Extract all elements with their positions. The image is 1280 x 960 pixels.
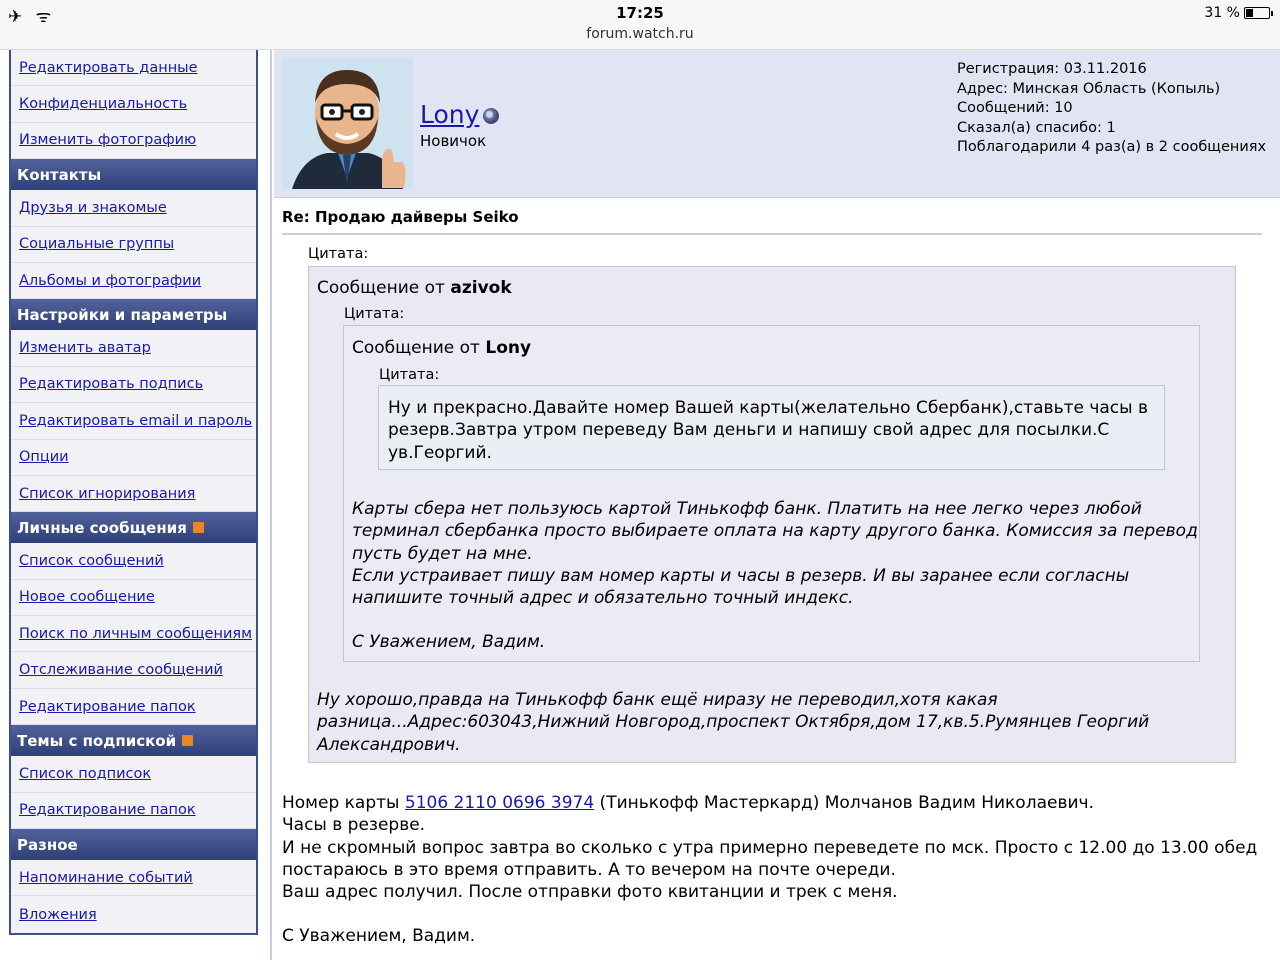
- rss-icon[interactable]: [193, 522, 204, 533]
- battery-fill: [1246, 9, 1253, 17]
- status-bar: [0, 0, 1280, 50]
- quote-label: Цитата:: [379, 367, 440, 383]
- sidebar-item-pm-search[interactable]: [11, 616, 256, 652]
- sidebar-link[interactable]: Список подписок: [19, 765, 152, 782]
- address-bar[interactable]: forum.watch.ru: [586, 26, 694, 42]
- sidebar-item-edit-profile[interactable]: [11, 50, 256, 86]
- said-thanks: Сказал(а) спасибо: 1: [957, 119, 1116, 136]
- username-link[interactable]: [420, 100, 499, 129]
- inner-quote-text: Ну и прекрасно.Давайте номер Вашей карты(желательно Сбербанк),ставьте часы в резерв.Завтра утром переведу Вам деньги и напишу свой адрес для посылки.С ув.Георгий.: [388, 398, 1149, 463]
- message-view: [270, 50, 1280, 960]
- rss-icon[interactable]: [182, 735, 193, 746]
- body-line: Номер карты 5106 2110 0696 3974 (Тинькофф Мастеркард) Молчанов Вадим Николаевич.: [282, 793, 1094, 813]
- sidebar-item-pm-tracking[interactable]: [11, 652, 256, 688]
- sidebar-link[interactable]: Друзья и знакомые: [19, 199, 167, 216]
- quote-author: azivok: [450, 278, 512, 298]
- outer-quote-text: Ну хорошо,правда на Тинькофф банк ещё ниразу не переводил,хотя какая разница...Адрес:603043,Нижний Новгород,проспект Октября,дом 17,кв.5.Румянцев Георгий Александрович.: [317, 690, 1150, 755]
- sidebar-link[interactable]: Опции: [19, 449, 69, 466]
- sidebar-link[interactable]: Редактирование папок: [19, 698, 196, 715]
- sidebar-item-signature[interactable]: [11, 367, 256, 403]
- sidebar-link[interactable]: Поиск по личным сообщениям: [19, 625, 253, 642]
- body-line: постараюсь в это время отправить. А то вечером на почте очереди.: [282, 859, 896, 880]
- sidebar-item-options[interactable]: [11, 440, 256, 476]
- sidebar-header-settings: Настройки и параметры: [11, 299, 256, 330]
- username[interactable]: Lony: [420, 100, 480, 129]
- quote-label: Цитата:: [308, 246, 369, 262]
- middle-quote-text: Карты сбера нет пользуюсь картой Тинькофф банк. Платить на нее легко через любой терминал сбербанка просто выбираете оплата на карту другого банка. Комиссия за перевод пусть будет на мне. Если устраивает пишу вам номер карты и часы в резерв. И вы заранее если согласны напишите точный адрес и обязательно точный индекс. С Уважением, Вадим.: [352, 499, 1198, 653]
- sidebar-link[interactable]: Редактировать данные: [19, 59, 198, 76]
- sidebar-item-subs-list[interactable]: [11, 756, 256, 792]
- body-line: Часы в резерве.: [282, 815, 426, 836]
- battery-label: 31 %: [1204, 5, 1240, 21]
- sidebar-link[interactable]: Конфиденциальность: [19, 96, 188, 113]
- registration-date: Регистрация: 03.11.2016: [957, 61, 1147, 77]
- sidebar-header-misc: Разное: [11, 829, 256, 860]
- sidebar-header-subscriptions: Темы с подпиской: [11, 725, 256, 756]
- sidebar-item-subs-folders[interactable]: [11, 793, 256, 829]
- body-line: Ваш адрес получил. После отправки фото квитанции и трек с меня.: [282, 882, 898, 903]
- sender-profile: [274, 50, 1280, 198]
- sidebar-item-avatar[interactable]: [11, 330, 256, 366]
- sidebar-item-pm-list[interactable]: [11, 543, 256, 579]
- sidebar-item-groups[interactable]: [11, 227, 256, 263]
- sidebar-item-pm-new[interactable]: [11, 580, 256, 616]
- sidebar-item-change-photo[interactable]: [11, 123, 256, 159]
- user-rank: Новичок: [420, 132, 487, 150]
- sidebar-link[interactable]: Редактировать подпись: [19, 376, 204, 393]
- sidebar-link[interactable]: Список игнорирования: [19, 485, 196, 502]
- sidebar-item-friends[interactable]: [11, 190, 256, 226]
- user-stats: [957, 60, 1266, 158]
- sidebar-link[interactable]: Напоминание событий: [19, 869, 193, 886]
- sidebar-item-reminders[interactable]: [11, 860, 256, 896]
- divider: [282, 233, 1262, 235]
- quote-from: Сообщение от azivok: [317, 278, 512, 298]
- battery-icon: [1244, 7, 1270, 19]
- offline-status-icon: [483, 108, 499, 124]
- sidebar-link[interactable]: Изменить фотографию: [19, 132, 197, 149]
- sidebar-header-contacts: Контакты: [11, 159, 256, 190]
- sidebar-link[interactable]: Отслеживание сообщений: [19, 662, 223, 679]
- sidebar-link[interactable]: Список сообщений: [19, 552, 164, 569]
- sidebar-item-ignore-list[interactable]: [11, 476, 256, 512]
- message-title: Re: Продаю дайверы Seiko: [282, 208, 519, 226]
- quote-author: Lony: [485, 338, 532, 358]
- airplane-wifi-icons: ✈ ᯤ: [8, 7, 56, 27]
- user-cp-sidebar: [9, 50, 258, 935]
- sidebar-item-albums[interactable]: [11, 263, 256, 299]
- sidebar-item-privacy[interactable]: [11, 86, 256, 122]
- avatar-cartoon-icon: [282, 58, 413, 189]
- sidebar-item-email-password[interactable]: [11, 403, 256, 439]
- sidebar-link[interactable]: Редактировать email и пароль: [19, 412, 253, 429]
- sidebar-link[interactable]: Социальные группы: [19, 236, 175, 253]
- thanked-count: Поблагодарили 4 раз(а) в 2 сообщениях: [957, 139, 1267, 156]
- quote-from: Сообщение от Lony: [352, 338, 532, 358]
- sidebar-header-pm: Личные сообщения: [11, 512, 256, 543]
- sidebar-item-pm-folders[interactable]: [11, 689, 256, 725]
- sidebar-link[interactable]: Изменить аватар: [19, 340, 151, 357]
- clock: 17:25: [616, 4, 664, 22]
- avatar[interactable]: [282, 58, 413, 189]
- sidebar-item-attachments[interactable]: [11, 896, 256, 932]
- battery-status: [1204, 5, 1270, 21]
- sidebar-link[interactable]: Редактирование папок: [19, 802, 196, 819]
- body-signature: С Уважением, Вадим.: [282, 926, 476, 947]
- sidebar-link[interactable]: Новое сообщение: [19, 589, 155, 606]
- user-address: Адрес: Минская Область (Копыль): [957, 80, 1221, 97]
- sidebar-link[interactable]: Вложения: [19, 906, 97, 923]
- message-count: Сообщений: 10: [957, 100, 1073, 117]
- message-body: [282, 792, 1272, 948]
- sidebar-link[interactable]: Альбомы и фотографии: [19, 272, 202, 289]
- quote-label: Цитата:: [344, 306, 405, 322]
- body-line: И не скромный вопрос завтра во сколько с утра примерно переведете по мск. Просто с 12.00 до 13.00 обед: [282, 837, 1258, 858]
- card-number-link[interactable]: 5106 2110 0696 3974: [404, 793, 595, 813]
